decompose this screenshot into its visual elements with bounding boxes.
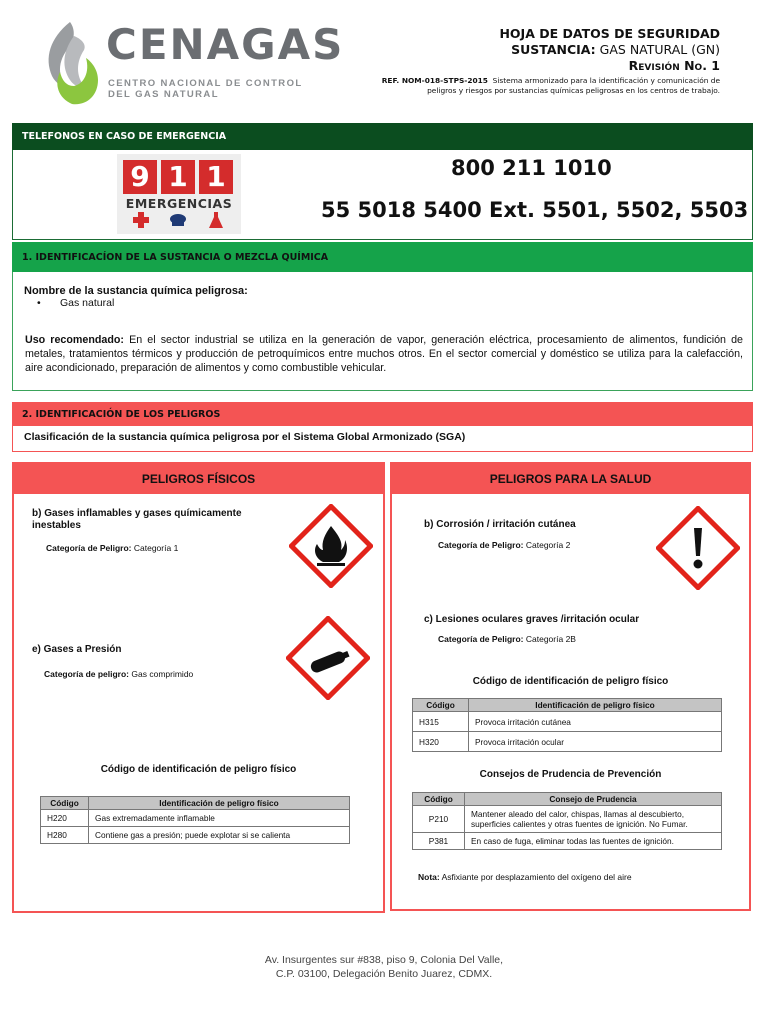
emergency-section-header: TELEFONOS EN CASO DE EMERGENCIA — [12, 123, 753, 150]
health-hazards-panel — [390, 462, 751, 911]
emergency-phone-secondary: 55 5018 5400 Ext. 5501, 5502, 5503 — [321, 198, 749, 222]
hazard-flammable-title: b) Gases inflamables y gases químicamente inestables — [32, 508, 242, 531]
flame-pictogram-icon — [289, 504, 373, 588]
footer-address-line-2: C.P. 03100, Delegación Benito Juarez, CDMX. — [275, 968, 493, 980]
health-code-table-title: Código de identificación de peligro físico — [472, 676, 669, 687]
substance-line — [380, 42, 720, 57]
prudence-table — [412, 792, 722, 850]
section-2-box — [12, 426, 753, 452]
table-header-row — [41, 797, 350, 810]
badge-label: EMERGENCIAS — [125, 196, 233, 211]
description-cell: Provoca irritación ocular — [469, 732, 722, 752]
gas-cylinder-pictogram-icon — [286, 616, 370, 700]
code-cell: H320 — [413, 732, 469, 752]
substance-name-value: Gas natural — [60, 297, 115, 309]
category-label: Categoría de peligro: — [44, 669, 130, 679]
category-label: Categoría de Peligro: — [46, 543, 132, 553]
section-1-box — [12, 272, 753, 391]
physical-hazards-panel — [12, 462, 385, 913]
health-code-table — [412, 698, 722, 752]
advice-cell: En caso de fuga, eliminar todas las fuentes de ignición. — [465, 833, 722, 850]
table-row — [41, 810, 350, 827]
health-note — [418, 872, 632, 882]
emergency-911-badge — [117, 154, 241, 234]
logo-subtitle — [108, 78, 303, 100]
hazard-skin-title: b) Corrosión / irritación cutánea — [424, 519, 576, 530]
substance-name-item — [47, 297, 114, 309]
physical-code-table — [40, 796, 350, 844]
code-cell: P381 — [413, 833, 465, 850]
hazard-flammable-category — [46, 543, 178, 553]
reference-text: Sistema armonizado para la identificación y comunicación de peligros y riesgos por sustancias químicas peligrosas en los centros de trabajo. — [427, 76, 720, 95]
table-row — [413, 732, 722, 752]
logo-name: CENAGAS — [106, 20, 345, 69]
column-header-description: Identificación de peligro físico — [89, 797, 350, 810]
hazard-skin-category — [438, 540, 570, 550]
table-header-row — [413, 793, 722, 806]
classification-text: Clasificación de la sustancia química peligrosa por el Sistema Global Armonizado (SGA) — [24, 431, 466, 443]
column-header-code: Código — [413, 793, 465, 806]
hazard-eye-title: c) Lesiones oculares graves /irritación ocular — [424, 614, 640, 625]
advice-cell: Mantener aleado del calor, chispas, llamas al descubierto, superficies calientes y otras fuentes de ignición. No Fumar. — [465, 806, 722, 833]
category-label: Categoría de Peligro: — [438, 634, 524, 644]
category-value: Categoría 2 — [525, 540, 571, 550]
table-row — [413, 806, 722, 833]
badge-digit: 1 — [199, 160, 233, 194]
emergency-box — [12, 150, 753, 240]
description-cell: Gas extremadamente inflamable — [89, 810, 350, 827]
code-cell: P210 — [413, 806, 465, 833]
exclamation-pictogram-icon — [656, 506, 740, 590]
reference-note — [380, 76, 720, 96]
cenagas-logo — [40, 18, 350, 108]
physical-code-table-title: Código de identificación de peligro físico — [100, 764, 297, 775]
category-label: Categoría de Peligro: — [438, 540, 524, 550]
column-header-advice: Consejo de Prudencia — [465, 793, 722, 806]
description-cell: Contiene gas a presión; puede explotar si se calienta — [89, 827, 350, 844]
category-value: Categoría 1 — [133, 543, 179, 553]
gas-flame-logo-icon — [40, 18, 102, 106]
police-cap-icon — [169, 212, 187, 228]
recommended-use-text: En el sector industrial se utiliza en la generación de vapor, generación eléctrica, procesamiento de alimentos, fundición de metales, tratamientos térmicos y producción de petroquímicos entre muchos otros. En el sector comercial y doméstico se utiliza para la calefacción, aire acondicionado, preparación de alimentos y como combustible vehicular. — [25, 334, 743, 374]
table-row — [413, 712, 722, 732]
substance-label: SUSTANCIA: — [511, 42, 596, 57]
category-value: Categoría 2B — [525, 634, 576, 644]
code-cell: H280 — [41, 827, 89, 844]
recommended-use — [25, 333, 743, 375]
footer-address-line-1: Av. Insurgentes sur #838, piso 9, Colonia Del Valle, — [264, 954, 504, 966]
reference-code: REF. NOM-018-STPS-2015 — [381, 76, 488, 85]
column-header-code: Código — [41, 797, 89, 810]
section-2-header: 2. IDENTIFICACIÓN DE LOS PELIGROS — [12, 402, 753, 426]
physical-hazards-title: PELIGROS FÍSICOS — [14, 464, 383, 494]
fire-flask-icon — [209, 212, 223, 228]
medical-cross-icon — [133, 212, 149, 228]
column-header-description: Identificación de peligro físico — [469, 699, 722, 712]
section-1-header: 1. IDENTIFICACÍON DE LA SUSTANCIA O MEZCLA QUÍMICA — [12, 242, 753, 272]
footer-address — [0, 953, 768, 981]
logo-subtitle-line-1: CENTRO NACIONAL DE CONTROL — [108, 78, 303, 89]
badge-digit: 9 — [123, 160, 157, 194]
code-cell: H220 — [41, 810, 89, 827]
hazard-pressure-category — [44, 669, 193, 679]
table-row — [413, 833, 722, 850]
substance-name-label: Nombre de la sustancia química peligrosa: — [24, 285, 248, 297]
table-row — [41, 827, 350, 844]
health-hazards-title: PELIGROS PARA LA SALUD — [392, 464, 749, 494]
revision-number: Revisión No. 1 — [628, 58, 720, 73]
category-value: Gas comprimido — [131, 669, 194, 679]
badge-digit: 1 — [161, 160, 195, 194]
logo-subtitle-line-2: DEL GAS NATURAL — [108, 89, 219, 100]
document-header — [380, 26, 720, 96]
emergency-phone-primary: 800 211 1010 — [451, 156, 612, 180]
document-title: HOJA DE DATOS DE SEGURIDAD — [499, 26, 720, 41]
table-header-row — [413, 699, 722, 712]
hazard-pressure-title: e) Gases a Presión — [32, 644, 122, 655]
note-label: Nota: — [418, 872, 440, 882]
prudence-table-title: Consejos de Prudencia de Prevención — [479, 769, 662, 780]
description-cell: Provoca irritación cutánea — [469, 712, 722, 732]
hazard-eye-category — [438, 634, 576, 644]
column-header-code: Código — [413, 699, 469, 712]
recommended-use-label: Uso recomendado: — [25, 334, 124, 346]
note-text: Asfixiante por desplazamiento del oxígeno del aire — [441, 872, 632, 882]
substance-value: GAS NATURAL (GN) — [599, 42, 720, 57]
code-cell: H315 — [413, 712, 469, 732]
